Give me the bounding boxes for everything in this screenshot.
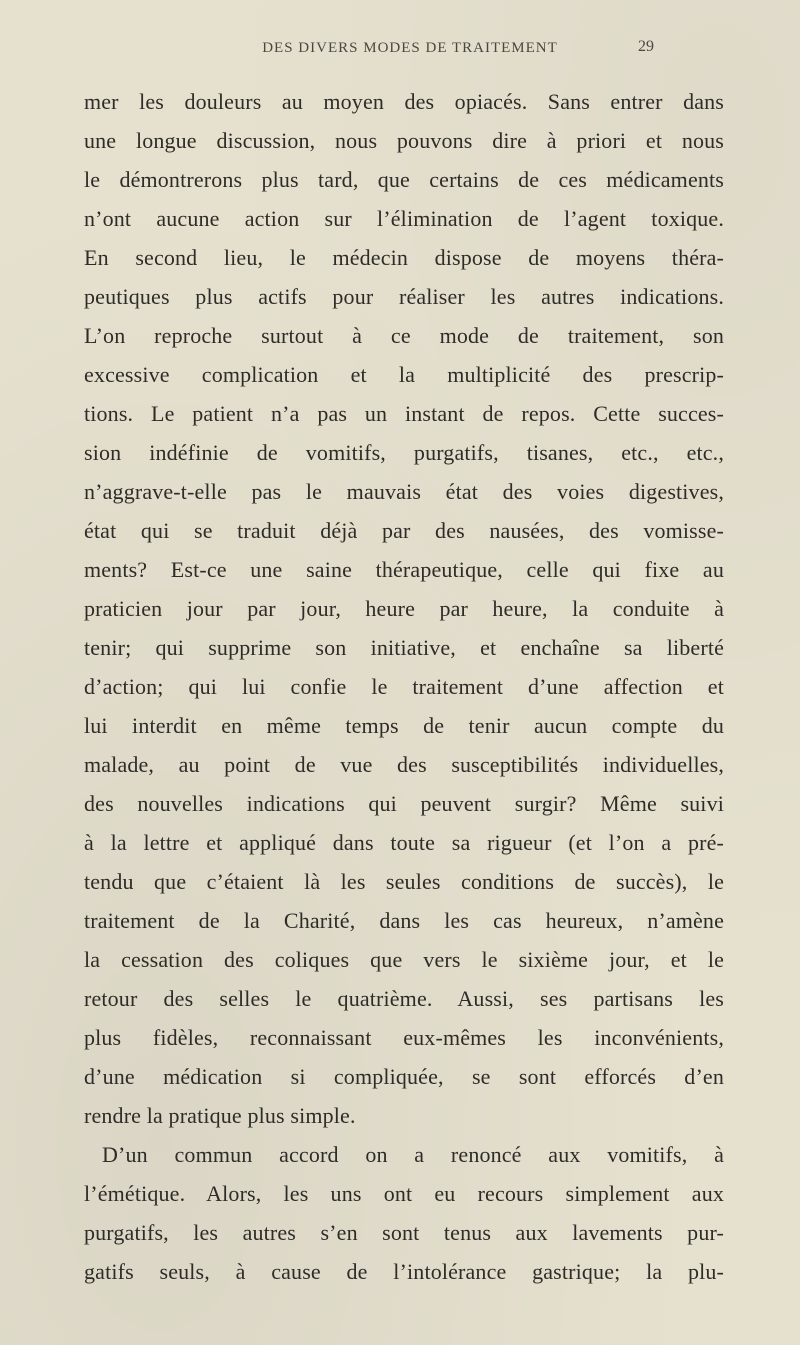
text-line: praticien jour par jour, heure par heure, la conduite à [84,596,724,621]
text-line: tenir; qui supprime son initiative, et enchaîne sa liberté [84,635,724,660]
text-line-paragraph-start: D’un commun accord on a renoncé aux vomitifs, à [102,1142,724,1167]
text-line: d’une médication si compliquée, se sont efforcés d’en [84,1064,724,1089]
text-line: traitement de la Charité, dans les cas heureux, n’amène [84,908,724,933]
text-line: L’on reproche surtout à ce mode de traitement, son [84,323,724,348]
text-line: mer les douleurs au moyen des opiacés. Sans entrer dans [84,89,724,114]
text-line: gatifs seuls, à cause de l’intolérance gastrique; la plu- [84,1259,724,1284]
text-line: plus fidèles, reconnaissant eux-mêmes les inconvénients, [84,1025,724,1050]
text-line: le démontrerons plus tard, que certains de ces médicaments [84,167,724,192]
text-line: à la lettre et appliqué dans toute sa rigueur (et l’on a pré- [84,830,724,855]
text-line-paragraph-end: rendre la pratique plus simple. [84,1103,356,1128]
text-line: l’émétique. Alors, les uns ont eu recours simplement aux [84,1181,724,1206]
text-line: purgatifs, les autres s’en sont tenus aux lavements pur- [84,1220,724,1245]
text-line: excessive complication et la multiplicité des prescrip- [84,362,724,387]
text-line: sion indéfinie de vomitifs, purgatifs, tisanes, etc., etc., [84,440,724,465]
text-line: tions. Le patient n’a pas un instant de repos. Cette succes- [84,401,724,426]
text-line: malade, au point de vue des susceptibilités individuelles, [84,752,724,777]
text-line: peutiques plus actifs pour réaliser les autres indications. [84,284,724,309]
page-number: 29 [638,38,654,55]
text-line: une longue discussion, nous pouvons dire à priori et nous [84,128,724,153]
text-line: lui interdit en même temps de tenir aucun compte du [84,713,724,738]
text-line: état qui se traduit déjà par des nausées, des vomisse- [84,518,724,543]
text-line: En second lieu, le médecin dispose de moyens théra- [84,245,724,270]
text-line: des nouvelles indications qui peuvent surgir? Même suivi [84,791,724,816]
text-line: n’ont aucune action sur l’élimination de l’agent toxique. [84,206,724,231]
text-line: la cessation des coliques que vers le sixième jour, et le [84,947,724,972]
text-line: ments? Est-ce une saine thérapeutique, celle qui fixe au [84,557,724,582]
text-line: retour des selles le quatrième. Aussi, ses partisans les [84,986,724,1011]
text-line: n’aggrave-t-elle pas le mauvais état des voies digestives, [84,479,724,504]
body-text [84,82,724,1291]
text-line: d’action; qui lui confie le traitement d’une affection et [84,674,724,699]
text-line: tendu que c’étaient là les seules conditions de succès), le [84,869,724,894]
running-head: DES DIVERS MODES DE TRAITEMENT [262,40,558,56]
